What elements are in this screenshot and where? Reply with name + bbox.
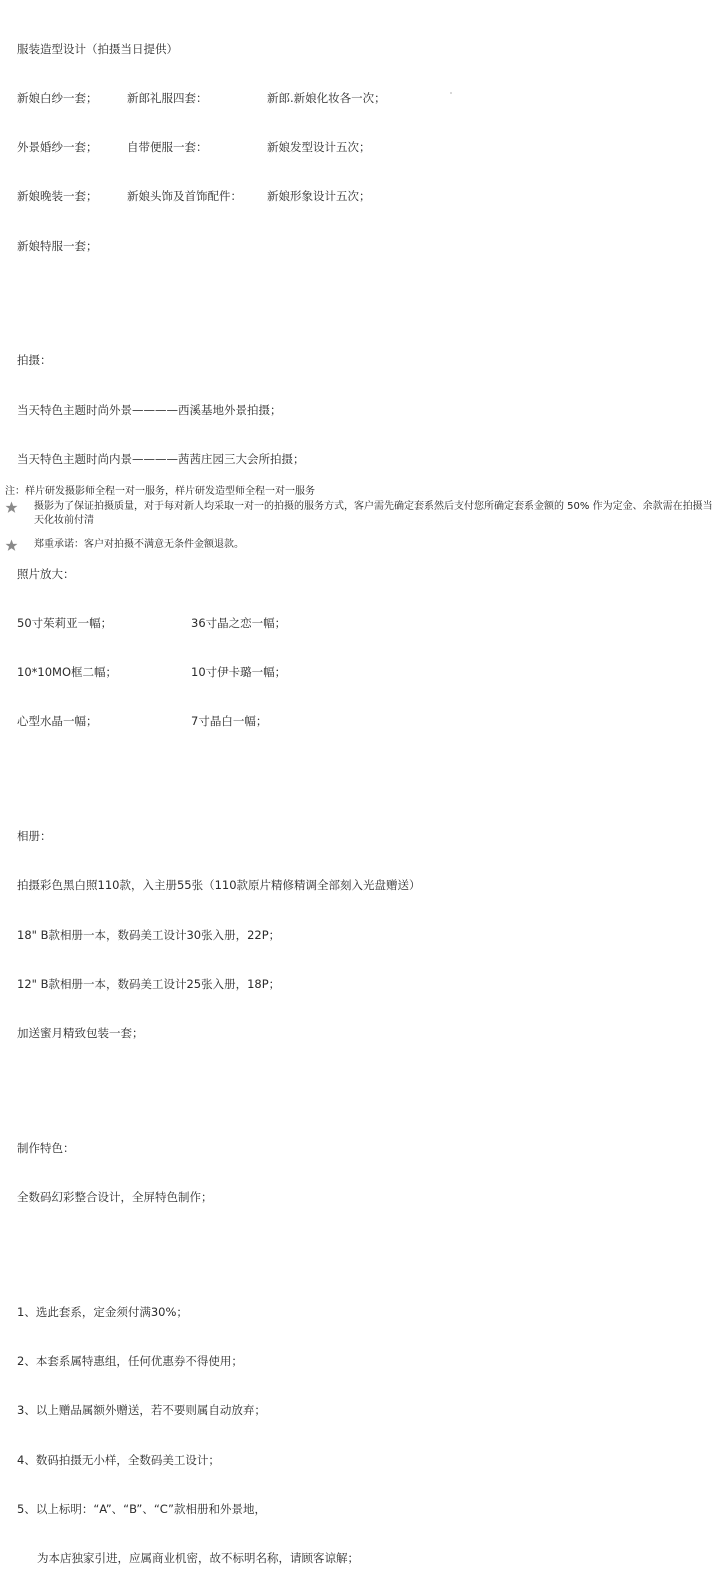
clothing-item: 新娘白纱一套； xyxy=(17,91,98,106)
note-bullet xyxy=(5,500,713,528)
clothing-item: 新娘头饰及首饰配件： xyxy=(127,189,242,204)
clothing-item: 新娘晚装一套； xyxy=(17,189,98,204)
term-item: 4、数码拍摄无小样，全数码美工设计； xyxy=(17,1452,220,1467)
enlarge-item: 10*10MO框二幅； xyxy=(17,665,117,680)
enlarge-item: 50寸茱莉亚一幅； xyxy=(17,615,113,630)
clothing-item: 新郎.新娘化妆各一次； xyxy=(267,91,386,106)
note-bullet-text: 摄影为了保证拍摄质量，对于每对新人均采取一对一的拍摄的服务方式，客户需先确定套系然后支付您所确定套系金额的 50% 作为定金、余款需在拍摄当天化妆前付清 xyxy=(34,501,713,526)
enlarge-title: 照片放大： xyxy=(17,566,75,581)
feature-line: 全数码幻彩整合设计，全屏特色制作； xyxy=(17,1190,213,1205)
clothing-row xyxy=(17,188,421,204)
enlarge-item: 心型水晶一幅； xyxy=(17,714,98,729)
album-title: 相册： xyxy=(17,829,52,844)
note-line: 注：样片研发摄影师全程一对一服务，样片研发造型师全程一对一服务 xyxy=(5,486,315,497)
star-icon xyxy=(5,501,18,514)
enlarge-item: 10寸伊卡璐一幅； xyxy=(191,665,287,680)
enlarge-item: 36寸晶之恋一幅； xyxy=(191,615,287,630)
album-line: 拍摄彩色黑白照110款，入主册55张（110款原片精修精调全部刻入光盘赠送） xyxy=(17,878,421,893)
term-item: 3、以上赠品属额外赠送，若不要则属自动放弃； xyxy=(17,1403,266,1418)
term-item: 1、选此套系，定金须付满30%； xyxy=(17,1304,188,1319)
shooting-line: 当天特色主题时尚外景————西溪基地外景拍摄； xyxy=(17,402,282,417)
shooting-title: 拍摄： xyxy=(17,353,52,368)
album-line: 加送蜜月精致包装一套； xyxy=(17,1026,144,1041)
clothing-item: 新娘发型设计五次； xyxy=(267,140,371,155)
album-line: 12" B款相册一本，数码美工设计25张入册，18P； xyxy=(17,976,281,991)
enlarge-item: 7寸晶白一幅； xyxy=(191,714,268,729)
clothing-item: 新郎礼服四套： xyxy=(127,91,208,106)
note-bullet-text: 郑重承诺：客户对拍摄不满意无条件金额退款。 xyxy=(34,539,244,550)
term-item: 为本店独家引进，应属商业机密，故不标明名称，请顾客谅解； xyxy=(37,1551,359,1565)
enlarge-row xyxy=(17,664,421,680)
notes-section xyxy=(5,485,713,552)
clothing-item: 自带便服一套： xyxy=(127,140,208,155)
term-item: 5、以上标明：“A”、“B”、“C”款相册和外景地， xyxy=(17,1501,267,1516)
clothing-item: 新娘形象设计五次； xyxy=(267,189,371,204)
enlarge-row xyxy=(17,615,421,631)
package-details xyxy=(17,8,421,1583)
term-item: 2、本套系属特惠组，任何优惠券不得使用； xyxy=(17,1354,243,1369)
clothing-item: 外景婚纱一套； xyxy=(17,140,98,155)
album-line: 18" B款相册一本，数码美工设计30张入册，22P； xyxy=(17,927,281,942)
enlarge-row xyxy=(17,713,421,729)
stray-dot xyxy=(450,92,452,94)
shooting-line: 当天特色主题时尚内景————茜茜庄园三大会所拍摄； xyxy=(17,451,305,466)
clothing-row xyxy=(17,139,421,155)
clothing-row xyxy=(17,238,421,254)
clothing-row xyxy=(17,90,421,106)
clothing-title: 服装造型设计（拍摄当日提供） xyxy=(17,41,178,56)
feature-title: 制作特色： xyxy=(17,1140,75,1155)
star-icon xyxy=(5,539,18,552)
clothing-item: 新娘特服一套； xyxy=(17,238,98,253)
note-bullet xyxy=(5,538,705,552)
